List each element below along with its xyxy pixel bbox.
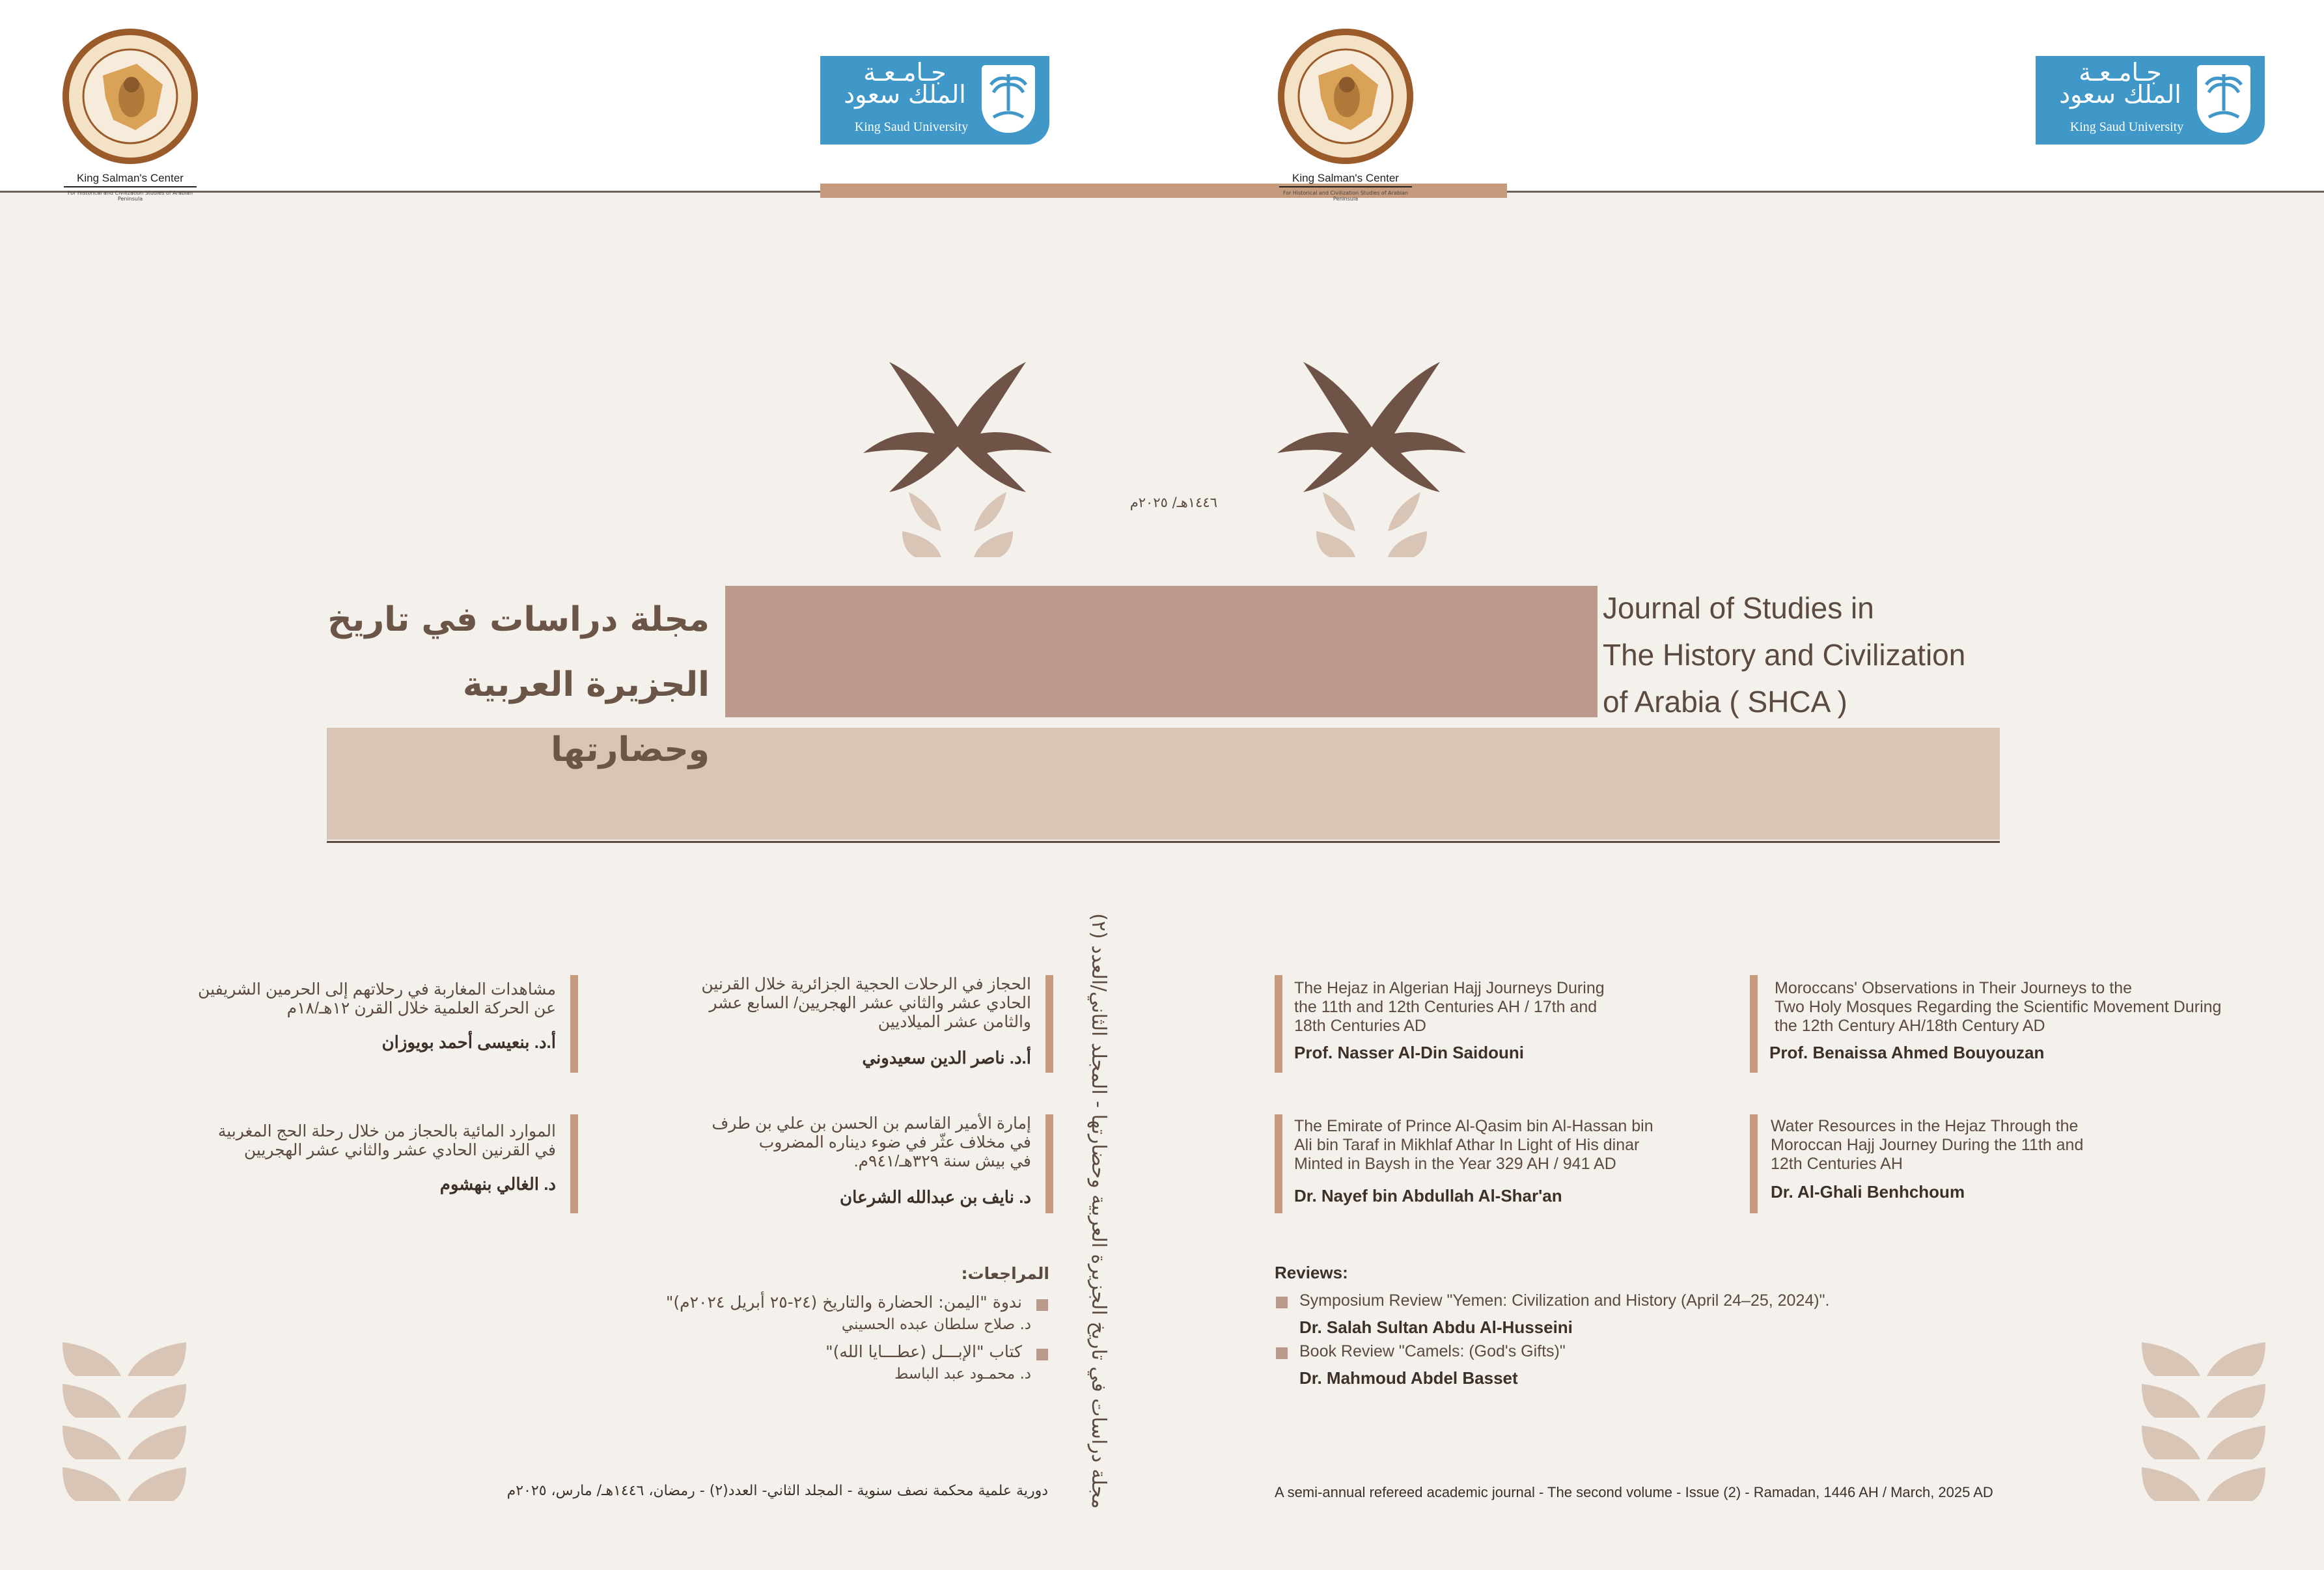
article-title: The Emirate of Prince Al-Qasim bin Al-Hassan bin Ali bin Taraf in Mikhlaf Athar In Light of His dinar Minted in Baysh in the Year 329 AH / 941 AD (1294, 1117, 1653, 1173)
review-ar-2-author: د. محمـود عبد الباسط (894, 1366, 1031, 1383)
ksc-subcaption: For Historical and Civilization Studies of Arabian Peninsula (1282, 190, 1409, 202)
ksu-arabic-name: جـامـعـة الملك سعود (844, 58, 966, 109)
article-ar-2 (156, 975, 579, 1073)
article-author: Dr. Al-Ghali Benhchoum (1771, 1182, 1965, 1202)
article-title: Moroccans' Observations in Their Journeys to the Two Holy Mosques Regarding the Scientific Movement During the 12th Century AH/18th Century AD (1775, 979, 2222, 1035)
ksc-caption-underline (64, 186, 197, 187)
article-accent-bar (1275, 975, 1282, 1073)
article-accent-bar (1045, 975, 1053, 1073)
article-author: Prof. Nasser Al-Din Saidouni (1294, 1043, 1524, 1062)
article-accent-bar (1045, 1114, 1053, 1213)
ksc-emblem-icon (59, 25, 202, 168)
ksc-caption: King Salman's Center (1292, 172, 1399, 184)
article-accent-bar (1750, 1114, 1758, 1213)
article-title: The Hejaz in Algerian Hajj Journeys During the 11th and 12th Centuries AH / 17th and 18th Centuries AD (1294, 979, 1605, 1035)
leaf-pattern-icon (62, 1342, 186, 1505)
ksu-arabic-name: جـامـعـة الملك سعود (2059, 58, 2181, 109)
footer-english: A semi-annual refereed academic journal - The second volume - Issue (2) - Ramadan, 1446 AH / March, 2025 AD (1275, 1484, 1993, 1500)
journal-title-english-line-1: Journal of Studies in (1603, 591, 1874, 625)
ksu-shield-icon (982, 65, 1035, 133)
article-accent-bar (570, 1114, 578, 1213)
ksc-caption-underline (1279, 186, 1412, 187)
king-saud-university-logo-2 (2036, 56, 2265, 145)
review-en-2-author: Dr. Mahmoud Abdel Basset (1299, 1368, 1518, 1388)
article-author: أ.د. بنعيسى أحمد بويوزان (381, 1032, 556, 1052)
article-title: الحجاز في الرحلات الحجية الجزائرية خلال القرنين الحادي عشر والثاني عشر الهجريين/ السابع عشر والثامن عشر الميلاديين (701, 975, 1031, 1031)
king-salman-center-logo-2 (1274, 25, 1417, 200)
review-bullet-icon (1036, 1299, 1048, 1311)
review-en-1-author: Dr. Salah Sultan Abdu Al-Husseini (1299, 1317, 1573, 1337)
journal-title-arabic-line-1: مجلة دراسات في تاريخ (327, 600, 710, 639)
title-band-dark (725, 586, 1598, 717)
spine-text (1087, 890, 1126, 1509)
palm-emblem-icon (1277, 355, 1466, 557)
ksu-english-name: King Saud University (2069, 120, 2184, 134)
king-saud-university-logo (820, 56, 1049, 145)
article-en-2 (1750, 975, 2271, 1073)
review-ar-1-author: د. صلاح سلطان عبده الحسيني (841, 1316, 1031, 1333)
ksc-subcaption: For Historical and Civilization Studies of Arabian Peninsula (67, 190, 193, 202)
article-ar-3 (651, 1114, 1055, 1213)
article-en-1 (1275, 975, 1691, 1073)
reviews-heading-ar: المراجعات: (961, 1264, 1049, 1283)
review-ar-1-title: ندوة "اليمن: الحضارة والتاريخ (٢٤-٢٥ أبريل ٢٠٢٤م)" (665, 1293, 1022, 1312)
journal-title-english-line-3: of Arabia ( SHCA ) (1603, 685, 1847, 719)
review-bullet-icon (1276, 1297, 1288, 1308)
article-author: Prof. Benaissa Ahmed Bouyouzan (1769, 1043, 2045, 1062)
article-author: أ.د. ناصر الدين سعيدوني (862, 1048, 1031, 1067)
article-ar-1 (651, 975, 1055, 1073)
journal-title-arabic-line-2: الجزيرة العربية وحضارتها (462, 665, 710, 769)
review-en-2-title: Book Review "Camels: (God's Gifts)" (1299, 1342, 1566, 1360)
journal-title-english (1603, 585, 2019, 725)
palm-emblem-icon (863, 355, 1052, 557)
article-title: مشاهدات المغاربة في رحلاتهم إلى الحرمين الشريفين عن الحركة العلمية خلال القرن ١٢هـ/١٨م (198, 980, 556, 1017)
article-author: Dr. Nayef bin Abdullah Al-Shar'an (1294, 1186, 1562, 1205)
article-author: د. الغالي بنهشوم (439, 1174, 556, 1194)
article-accent-bar (1275, 1114, 1282, 1213)
article-title: الموارد المائية بالحجاز من خلال رحلة الحج المغربية في القرنين الحادي عشر والثاني عشر الهجريين (217, 1122, 556, 1159)
footer-arabic: دورية علمية محكمة نصف سنوية - المجلد الثاني- العدد(٢) - رمضان، ١٤٤٦هـ/ مارس، ٢٠٢٥م (506, 1483, 1048, 1499)
ksu-shield-icon (2197, 65, 2250, 133)
review-bullet-icon (1276, 1347, 1288, 1359)
hijri-date: ١٤٤٦هـ/ ٢٠٢٥م (1129, 495, 1217, 510)
article-en-3 (1275, 1114, 1691, 1213)
article-title: Water Resources in the Hejaz Through the Moroccan Hajj Journey During the 11th and 12th Centuries AH (1771, 1117, 2084, 1173)
leaf-pattern-icon (2142, 1342, 2265, 1505)
review-bullet-icon (1036, 1349, 1048, 1360)
reviews-heading-en: Reviews: (1275, 1263, 1348, 1282)
article-author: د. نايف بن عبدالله الشرعان (840, 1187, 1031, 1207)
ksc-emblem-icon (1274, 25, 1417, 168)
ksu-english-name: King Saud University (854, 120, 969, 134)
spine-label: مجلة دراسات في تاريخ الجزيرة العربية وحضارتها - المجلد الثاني/العدد (٢) (1087, 913, 1110, 1509)
article-title: إمارة الأمير القاسم بن الحسن بن علي بن طرف في مخلاف عثّر في ضوء ديناره المضروب في بيش سنة ٣٢٩هـ/٩٤١م. (712, 1114, 1031, 1170)
article-en-4 (1750, 1114, 2166, 1213)
article-accent-bar (1750, 975, 1758, 1073)
king-salman-center-logo (59, 25, 202, 200)
journal-title-english-line-2: The History and Civilization (1603, 638, 1966, 672)
article-accent-bar (570, 975, 578, 1073)
article-ar-4 (156, 1114, 579, 1213)
header (0, 0, 2324, 193)
ksc-caption: King Salman's Center (77, 172, 184, 184)
review-ar-2-title: كتاب "الإبـــل (عطـــايا الله)" (825, 1342, 1022, 1361)
title-band-rule (327, 841, 2000, 843)
review-en-1-title: Symposium Review "Yemen: Civilization and History (April 24–25, 2024)". (1299, 1291, 1830, 1310)
journal-title-arabic (325, 587, 710, 782)
